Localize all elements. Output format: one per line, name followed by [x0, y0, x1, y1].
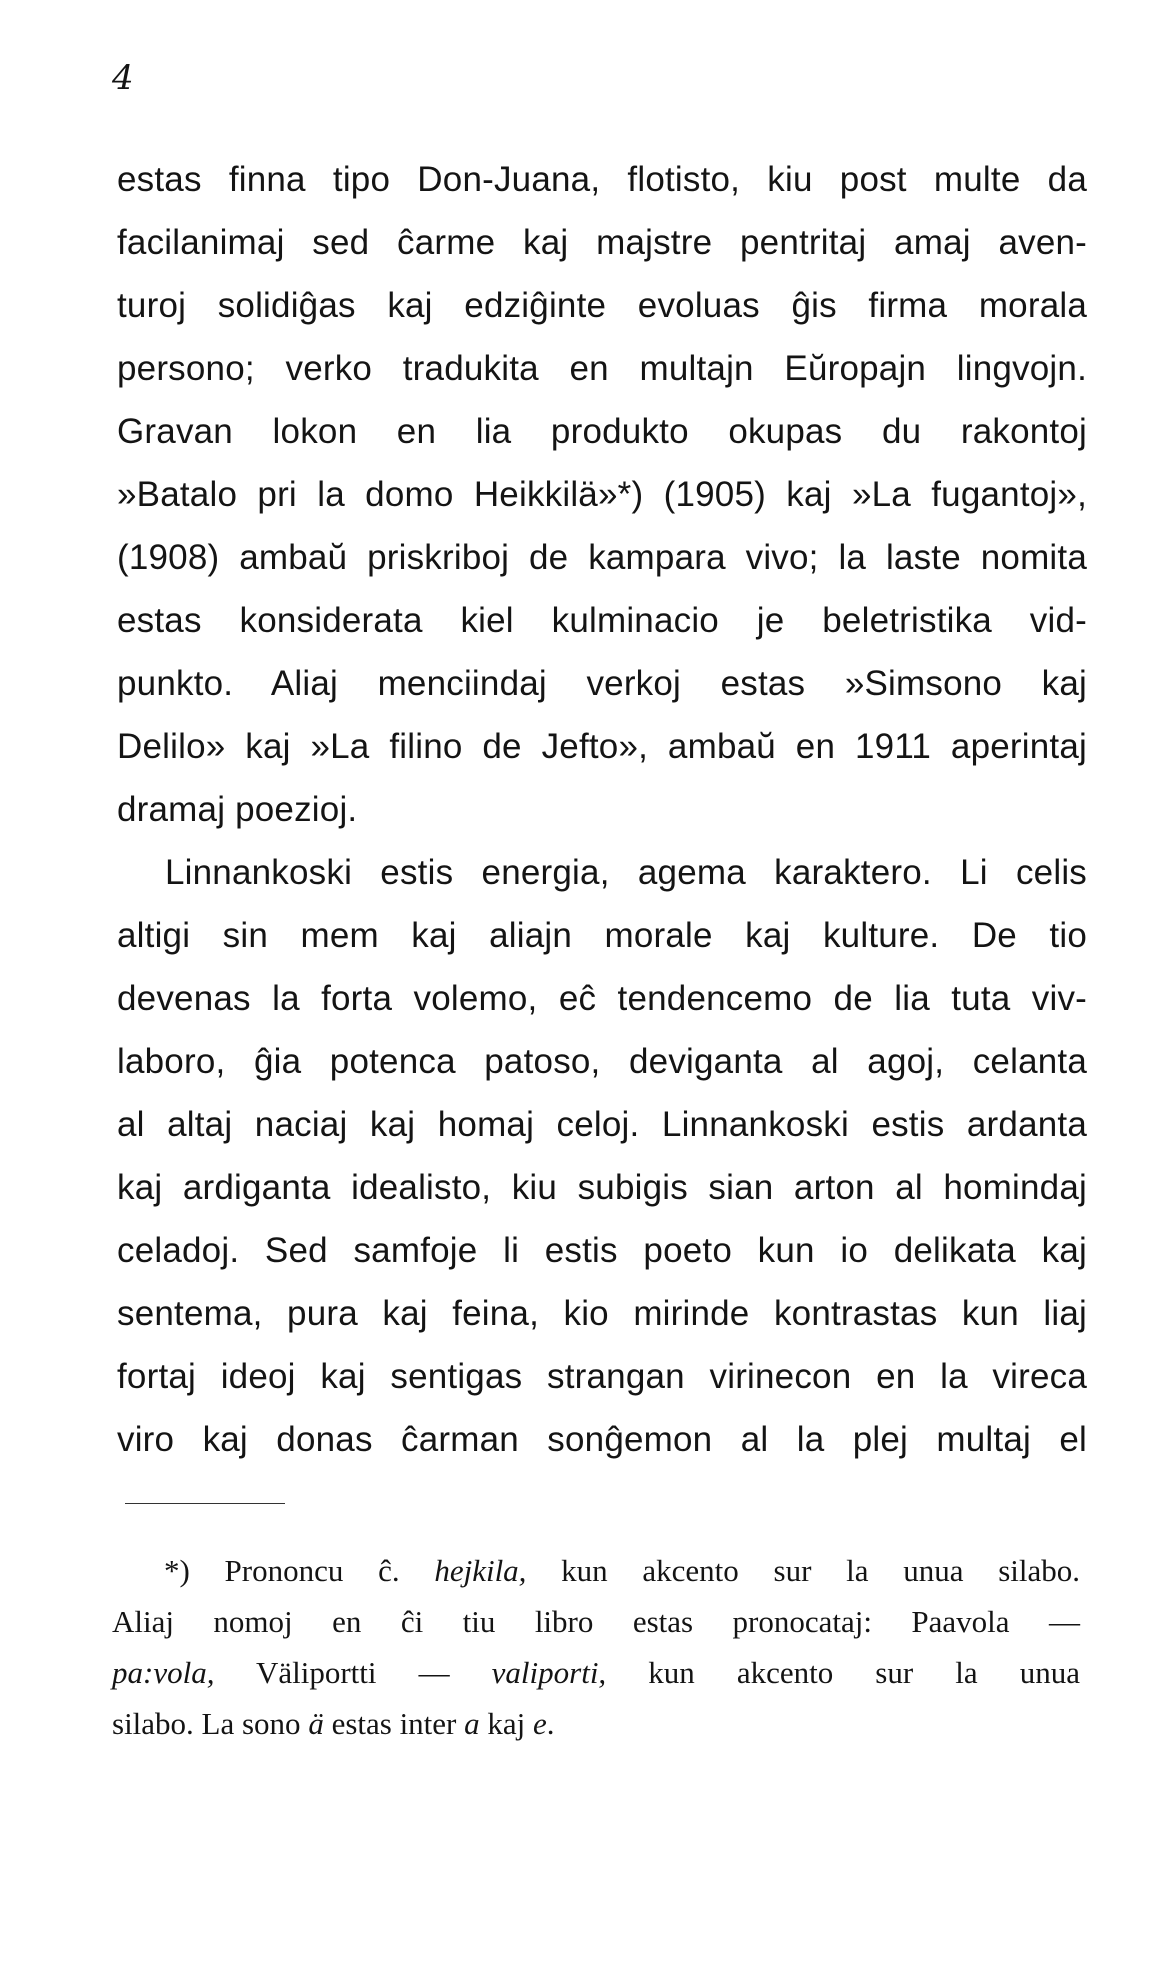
footnote-line — [112, 1545, 1080, 1596]
text-line: estas finna tipo Don-Juana, flotisto, kiu post multe da — [117, 160, 1087, 199]
text-line: Delilo» kaj »La filino de Jefto», ambaŭ en 1911 aperintaj — [117, 727, 1087, 766]
text-line: persono; verko tradukita en multajn Eŭropajn lingvojn. — [117, 349, 1087, 388]
body-text — [117, 148, 1087, 1471]
text-line: viro kaj donas ĉarman sonĝemon al la plej multaj el — [117, 1420, 1087, 1459]
footnote — [112, 1545, 1080, 1749]
text-line: kaj ardiganta idealisto, kiu subigis sian arton al homindaj — [117, 1168, 1087, 1207]
footnote-text: kun akcento sur la unua — [606, 1655, 1080, 1690]
paragraph-2 — [117, 841, 1087, 1471]
text-line: celadoj. Sed samfoje li estis poeto kun io delikata kaj — [117, 1231, 1087, 1270]
footnote-text: kaj — [479, 1706, 534, 1741]
footnote-line — [112, 1647, 1080, 1698]
page-number: 4 — [112, 58, 134, 98]
text-line: facilanimaj sed ĉarme kaj majstre pentritaj amaj aven- — [117, 223, 1087, 262]
footnote-text: Väliportti — — [214, 1655, 492, 1690]
footnote-text: silabo. La sono — [112, 1706, 309, 1741]
footnote-italic: hejkila, — [434, 1553, 527, 1588]
text-line: al altaj naciaj kaj homaj celoj. Linnankoski estis ardanta — [117, 1105, 1087, 1144]
text-line: Gravan lokon en lia produkto okupas du rakontoj — [117, 412, 1087, 451]
footnote-italic: valiporti, — [491, 1655, 607, 1690]
text-line: laboro, ĝia potenca patoso, deviganta al agoj, celanta — [117, 1042, 1087, 1081]
footnote-text: kun akcento sur la unua silabo. — [526, 1553, 1080, 1588]
text-line: (1908) ambaŭ priskriboj de kampara vivo; la laste nomita — [117, 538, 1087, 577]
footnote-line: Aliaj nomoj en ĉi tiu libro estas pronocataj: Paavola — — [112, 1604, 1080, 1639]
footnote-text: . — [546, 1706, 555, 1741]
text-line: altigi sin mem kaj aliajn morale kaj kulture. De tio — [117, 916, 1087, 955]
text-line: sentema, pura kaj feina, kio mirinde kontrastas kun liaj — [117, 1294, 1087, 1333]
text-line: dramaj poezioj. — [117, 790, 358, 829]
footnote-text: *) Prononcu ĉ. — [164, 1553, 435, 1588]
footnote-line — [112, 1698, 1080, 1749]
footnote-italic: pa:vola, — [112, 1655, 215, 1690]
footnote-divider — [125, 1503, 285, 1504]
text-line: Linnankoski estis energia, agema karaktero. Li celis — [165, 853, 1087, 892]
footnote-text: estas inter — [323, 1706, 465, 1741]
text-line: fortaj ideoj kaj sentigas strangan virinecon en la vireca — [117, 1357, 1087, 1396]
text-line: turoj solidiĝas kaj edziĝinte evoluas ĝis firma morala — [117, 286, 1087, 325]
text-line: »Batalo pri la domo Heikkilä»*) (1905) kaj »La fugantoj», — [117, 475, 1087, 514]
paragraph-1 — [117, 148, 1087, 841]
footnote-italic: a — [464, 1706, 480, 1741]
text-line: devenas la forta volemo, eĉ tendencemo de lia tuta viv- — [117, 979, 1087, 1018]
text-line: estas konsiderata kiel kulminacio je beletristika vid- — [117, 601, 1087, 640]
text-line: punkto. Aliaj menciindaj verkoj estas »Simsono kaj — [117, 664, 1087, 703]
footnote-italic: e — [533, 1706, 547, 1741]
footnote-italic: ä — [308, 1706, 324, 1741]
